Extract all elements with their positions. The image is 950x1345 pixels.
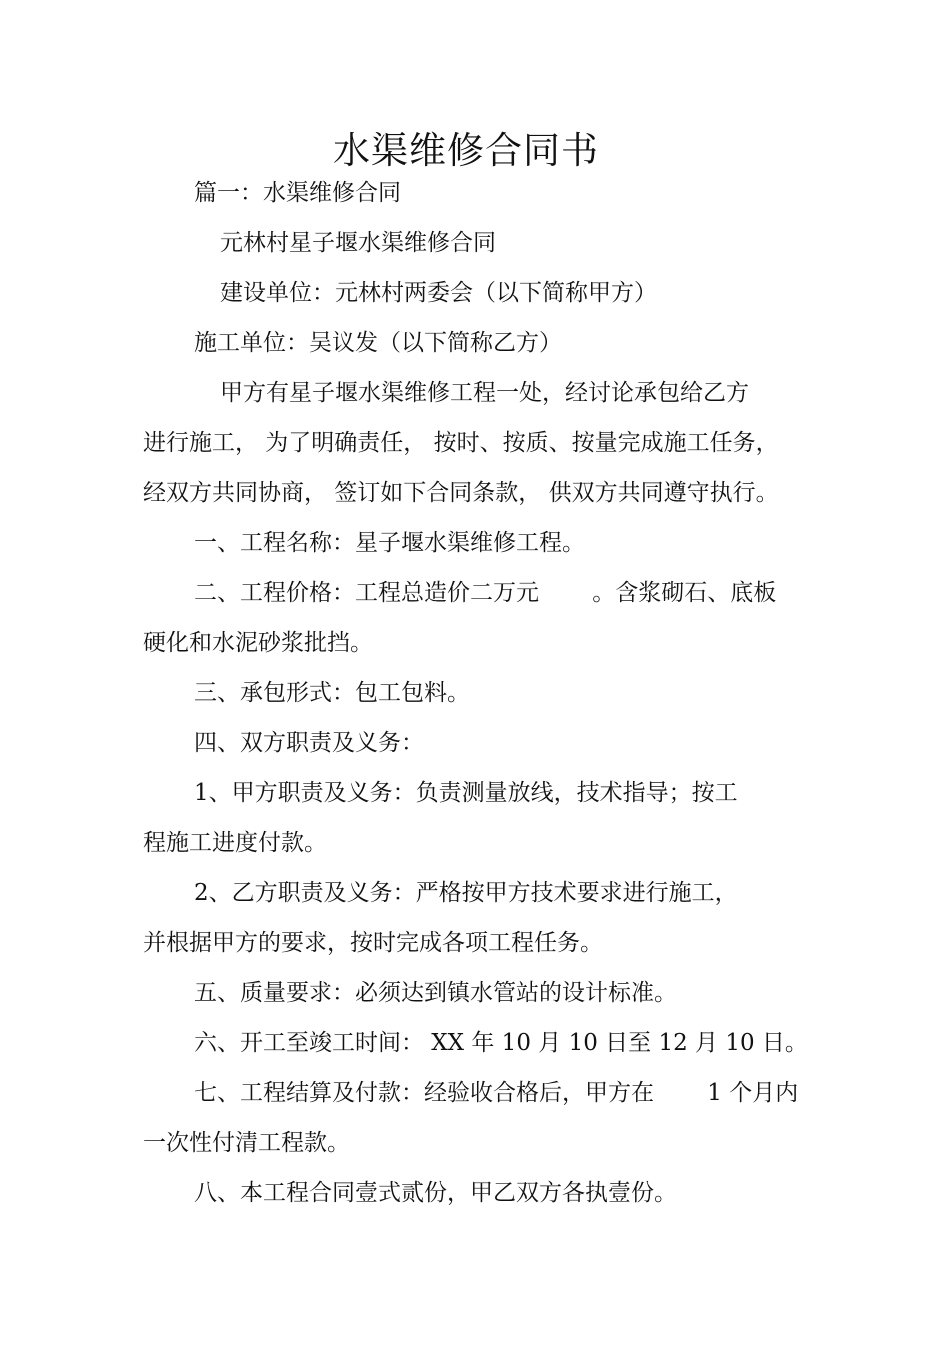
clause-party-b: 2、乙方职责及义务：严格按甲方技术要求进行施工，: [194, 880, 738, 906]
construction-owner: 建设单位：元林村两委会（以下简称甲方）: [220, 280, 657, 306]
clause-project-name: 一、工程名称：星子堰水渠维修工程。: [194, 530, 585, 556]
clause-schedule: 六、开工至竣工时间： XX 年 10 月 10 日至 12 月 10 日。: [194, 1030, 808, 1056]
clause-party-a: 1、甲方职责及义务：负责测量放线，技术指导；按工: [194, 780, 738, 806]
paragraph-line: 进行施工， 为了明确责任， 按时、按质、按量完成施工任务，: [143, 430, 779, 456]
paragraph-line: 甲方有星子堰水渠维修工程一处，经讨论承包给乙方: [220, 380, 749, 406]
clause-quality: 五、质量要求：必须达到镇水管站的设计标准。: [194, 980, 677, 1006]
section-heading: 篇一：水渠维修合同: [194, 180, 401, 206]
clause-responsibilities: 四、双方职责及义务：: [194, 730, 424, 756]
clause-project-price: 二、工程价格：工程总造价二万元 。含浆砌石、底板: [194, 580, 777, 606]
paragraph-line: 经双方共同协商， 签订如下合同条款， 供双方共同遵守执行。: [143, 480, 779, 506]
paragraph-line: 一次性付清工程款。: [143, 1130, 350, 1156]
paragraph-line: 并根据甲方的要求，按时完成各项工程任务。: [143, 930, 603, 956]
document-title: 水渠维修合同书: [333, 129, 599, 172]
paragraph-line: 硬化和水泥砂浆批挡。: [143, 630, 373, 656]
clause-settlement: 七、工程结算及付款：经验收合格后，甲方在 1 个月内: [194, 1080, 799, 1106]
contract-name: 元林村星子堰水渠维修合同: [220, 230, 496, 256]
paragraph-line: 程施工进度付款。: [143, 830, 327, 856]
construction-contractor: 施工单位：吴议发（以下简称乙方）: [194, 330, 562, 356]
clause-copies: 八、本工程合同壹式贰份，甲乙双方各执壹份。: [194, 1180, 677, 1206]
clause-contract-form: 三、承包形式：包工包料。: [194, 680, 470, 706]
